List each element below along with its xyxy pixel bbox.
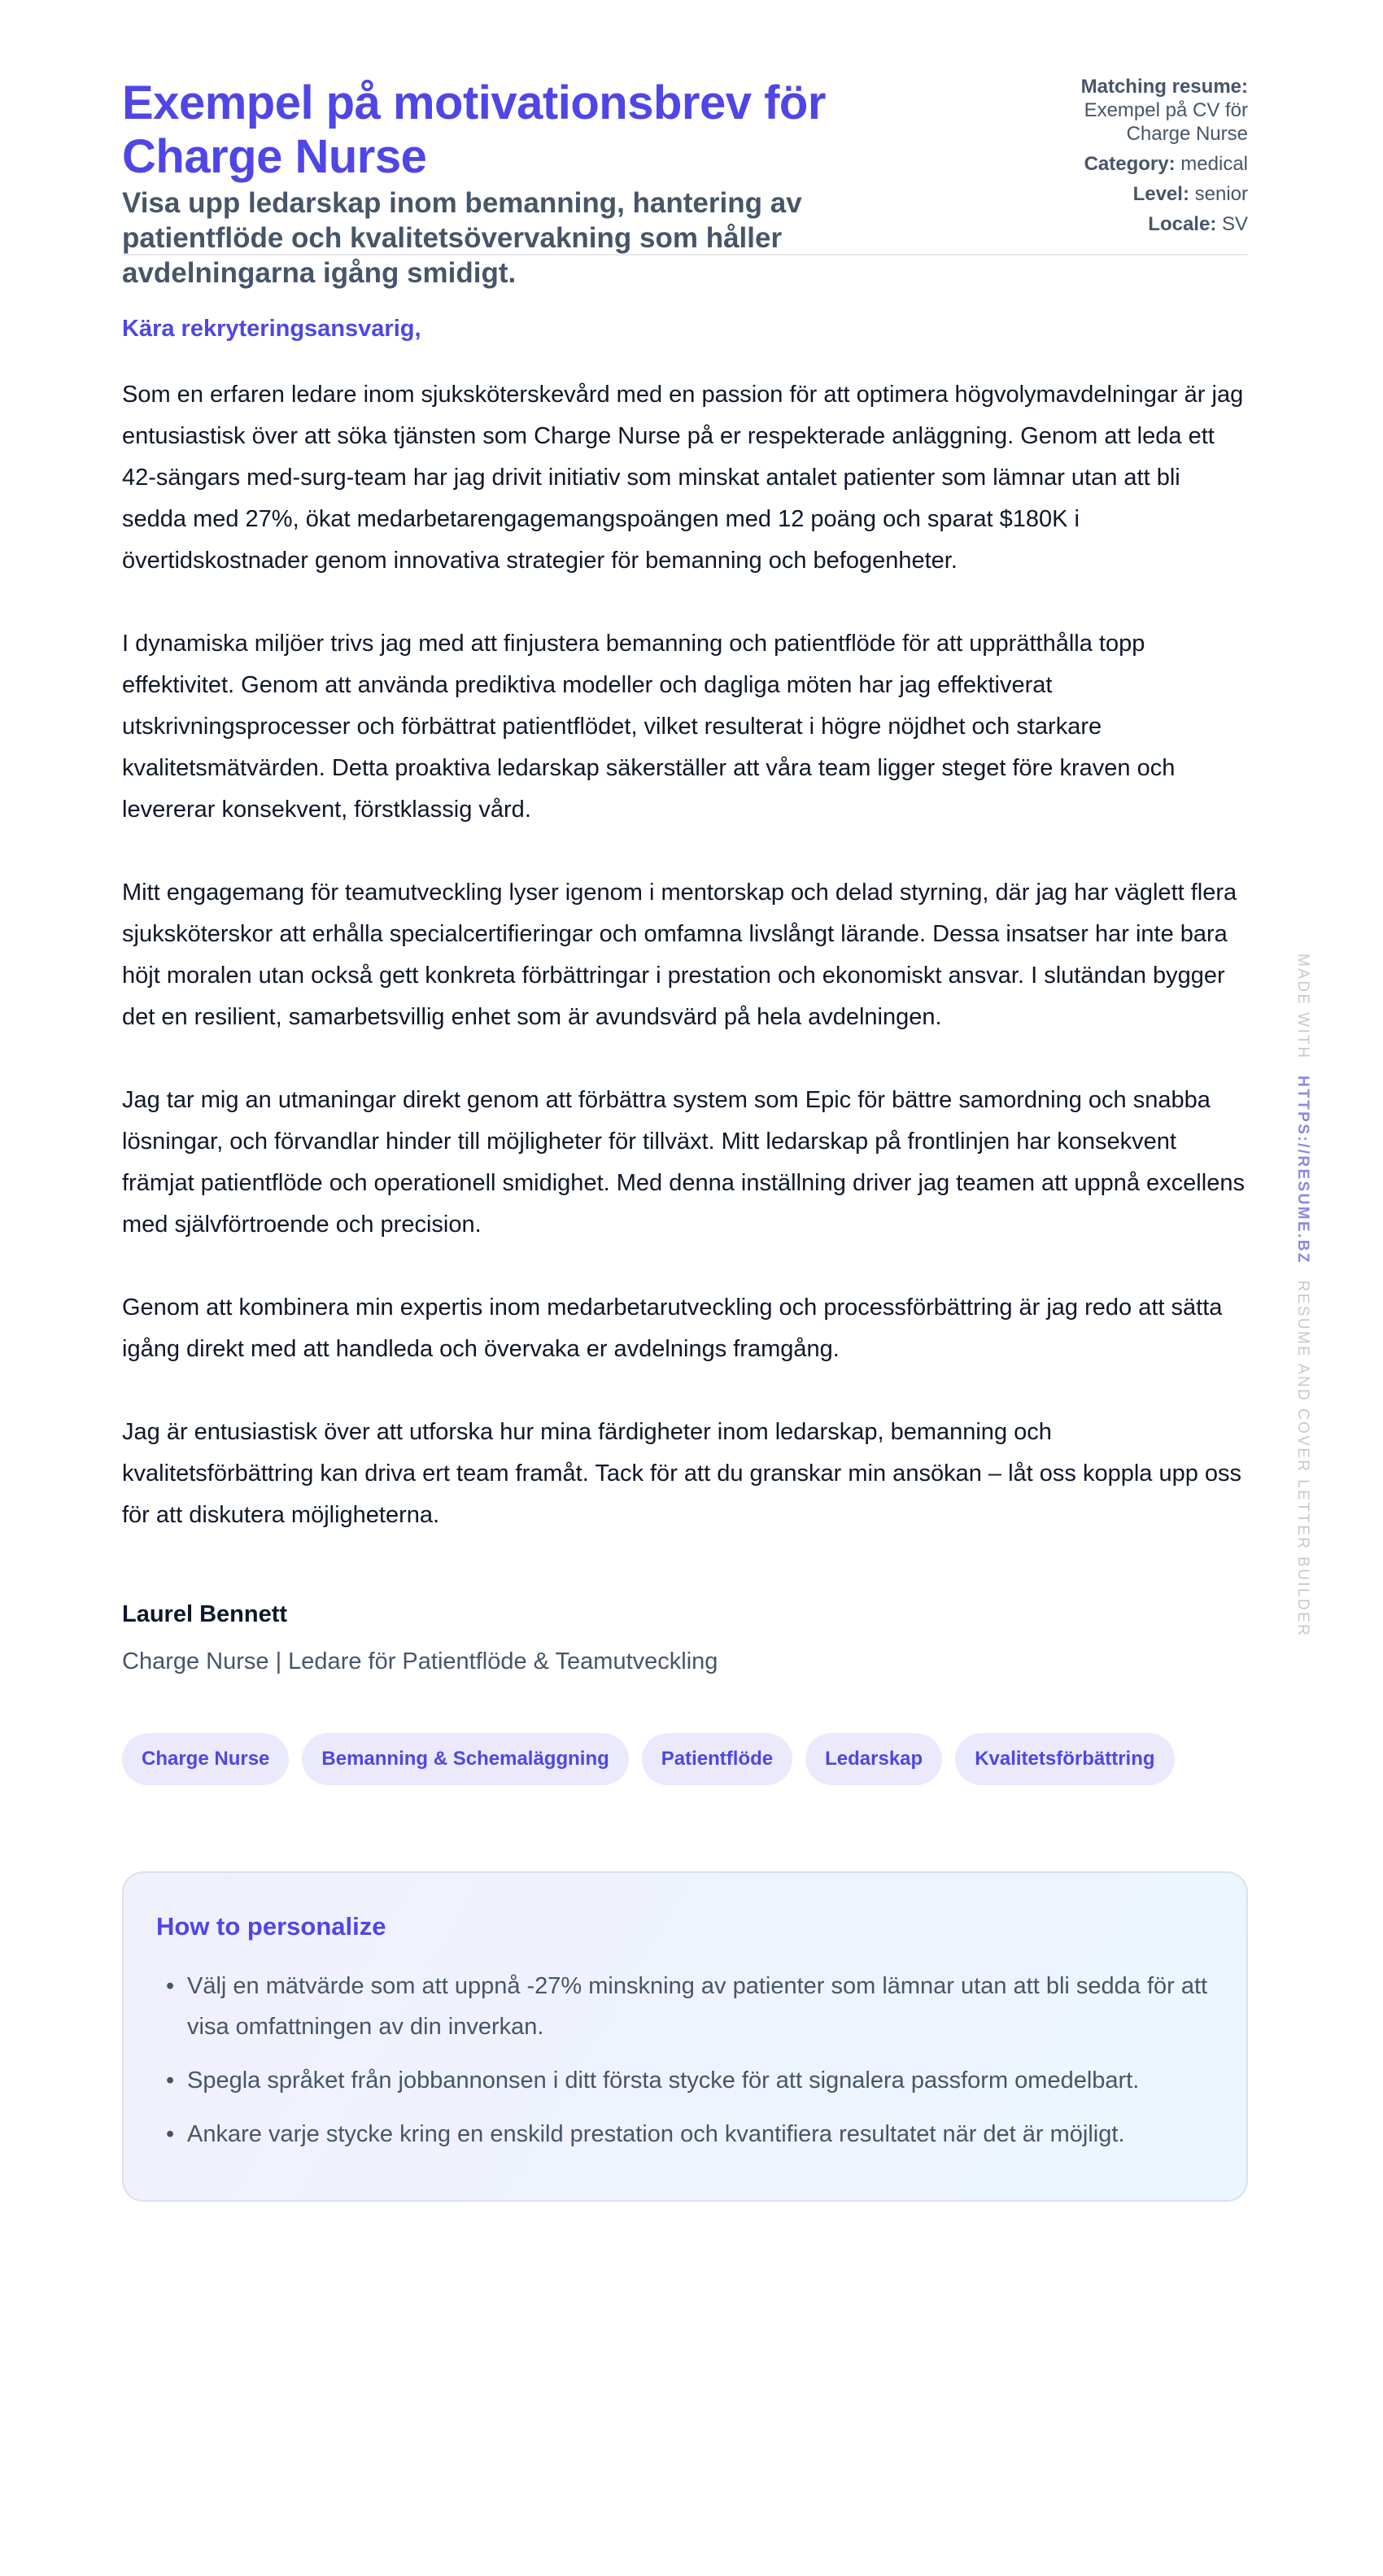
letter-paragraph: Jag tar mig an utmaningar direkt genom att förbättra system som Epic för bättre samordning och snabba lösningar, och förvandlar hinder till möjligheter för tillväxt. Mitt ledarskap på frontlinjen har konsekvent främjat patientflöde och operationell smidighet. Med denna inställning driver jag teamen att uppnå excellens med självförtroende och precision. xyxy=(122,1087,1245,1238)
letter-paragraph: Jag är entusiastisk över att utforska hur mina färdigheter inom ledarskap, bemanning och kvalitetsförbättring kan driva ert team framåt. Tack för att du granskar min ansökan – låt oss koppla upp oss för att diskutera möjligheterna. xyxy=(122,1419,1242,1528)
tip-text: Välj en mätvärde som att uppnå -27% minskning av patienter som lämnar utan att bli sedda för att visa omfattningen av din inverkan. xyxy=(187,1973,1208,2040)
tag-chip[interactable]: Bemanning & Schemaläggning xyxy=(302,1733,628,1785)
meta-level xyxy=(1036,182,1248,206)
tip-text: Spegla språket från jobbannonsen i ditt första stycke för att signalera passform omedelbart. xyxy=(187,2067,1140,2094)
meta-matching-resume-value[interactable]: Exempel på CV för Charge Nurse xyxy=(1084,99,1248,145)
tag-chip[interactable]: Ledarskap xyxy=(805,1733,942,1785)
letter-body xyxy=(122,374,1248,1536)
tips-title: How to personalize xyxy=(156,1912,386,1941)
page-title: Exempel på motivationsbrev för Charge Nurse xyxy=(122,76,826,183)
side-credit-link[interactable]: HTTPS://RESUME.BZ xyxy=(1294,1076,1311,1264)
signature-title: Charge Nurse | Ledare för Patientflöde & Teamutveckling xyxy=(122,1648,718,1674)
tag-chip[interactable]: Charge Nurse xyxy=(122,1733,289,1785)
tag-list xyxy=(122,1733,1248,1785)
meta-category-label: Category: xyxy=(1084,153,1176,175)
meta-locale-value: SV xyxy=(1221,213,1248,235)
side-credit-suffix: RESUME AND COVER LETTER BUILDER xyxy=(1294,1280,1311,1638)
signature-name: Laurel Bennett xyxy=(122,1601,288,1627)
meta-matching-resume xyxy=(1036,75,1248,146)
page-subtitle: Visa upp ledarskap inom bemanning, hantering av patientflöde och kvalitetsövervakning som håller avdelningarna igång smidigt. xyxy=(122,187,802,289)
personalize-tips-card xyxy=(122,1871,1248,2202)
signature-block xyxy=(122,1598,1248,1678)
letter-paragraph: I dynamiska miljöer trivs jag med att finjustera bemanning och patientflöde för att upprätthålla topp effektivitet. Genom att använda prediktiva modeller och dagliga möten har jag effektiverat utskrivningsprocesser och förbättrat patientflödet, vilket resulterat i högre nöjdhet och starkare kvalitetsmätvärden. Detta proaktiva ledarskap säkerställer att våra team ligger steget före kraven och levererar konsekvent, förstklassig vård. xyxy=(122,631,1176,823)
letter-greeting: Kära rekryteringsansvarig, xyxy=(122,316,421,342)
bullet-icon: • xyxy=(166,1973,175,1999)
tips-list xyxy=(156,1966,1214,2155)
meta-locale-label: Locale: xyxy=(1148,213,1217,235)
side-credit-prefix: MADE WITH xyxy=(1294,954,1311,1060)
tip-text: Ankare varje stycke kring en enskild prestation och kvantifiera resultatet när det är möjligt. xyxy=(187,2121,1125,2147)
meta-level-value: senior xyxy=(1194,183,1248,205)
side-credit xyxy=(1294,954,1311,1637)
meta-matching-resume-label: Matching resume: xyxy=(1080,76,1248,98)
letter-paragraph: Som en erfaren ledare inom sjuksköterskevård med en passion för att optimera högvolymavdelningar är jag entusiastisk över att söka tjänsten som Charge Nurse på er respekterade anläggning. Genom att leda ett 42-sängars med-surg-team har jag drivit initiativ som minskat antalet patienter som lämnar utan att bli sedda med 27%, ökat medarbetarengagemangspoängen med 12 poäng och sparat $180K i övertidskostnader genom innovativa strategier för bemanning och befogenheter. xyxy=(122,382,1244,574)
tag-chip[interactable]: Kvalitetsförbättring xyxy=(955,1733,1174,1785)
meta-category-value: medical xyxy=(1180,153,1248,175)
meta-category xyxy=(1036,152,1248,176)
letter-paragraph: Mitt engagemang för teamutveckling lyser igenom i mentorskap och delad styrning, där jag har väglett flera sjuksköterskor att erhålla specialcertifieringar och omfamna livslångt lärande. Dessa insatser har inte bara höjt moralen utan också gett konkreta förbättringar i prestation och ekonomiskt ansvar. I slutändan bygger det en resilient, samarbetsvillig enhet som är avundsvärd på hela avdelningen. xyxy=(122,880,1237,1030)
tip-item xyxy=(166,2060,1214,2101)
tip-item xyxy=(166,2114,1214,2155)
tag-chip[interactable]: Patientflöde xyxy=(642,1733,792,1785)
meta-locale xyxy=(1036,212,1248,236)
header xyxy=(122,0,1248,289)
tip-item xyxy=(166,1966,1214,2047)
bullet-icon: • xyxy=(166,2121,175,2147)
meta-level-label: Level: xyxy=(1132,183,1189,205)
meta-panel xyxy=(1036,75,1248,242)
cover-letter-page xyxy=(122,0,1248,2202)
bullet-icon: • xyxy=(166,2067,175,2094)
letter-paragraph: Genom att kombinera min expertis inom medarbetarutveckling och processförbättring är jag redo att sätta igång direkt med att handleda och övervaka er avdelnings framgång. xyxy=(122,1295,1223,1362)
